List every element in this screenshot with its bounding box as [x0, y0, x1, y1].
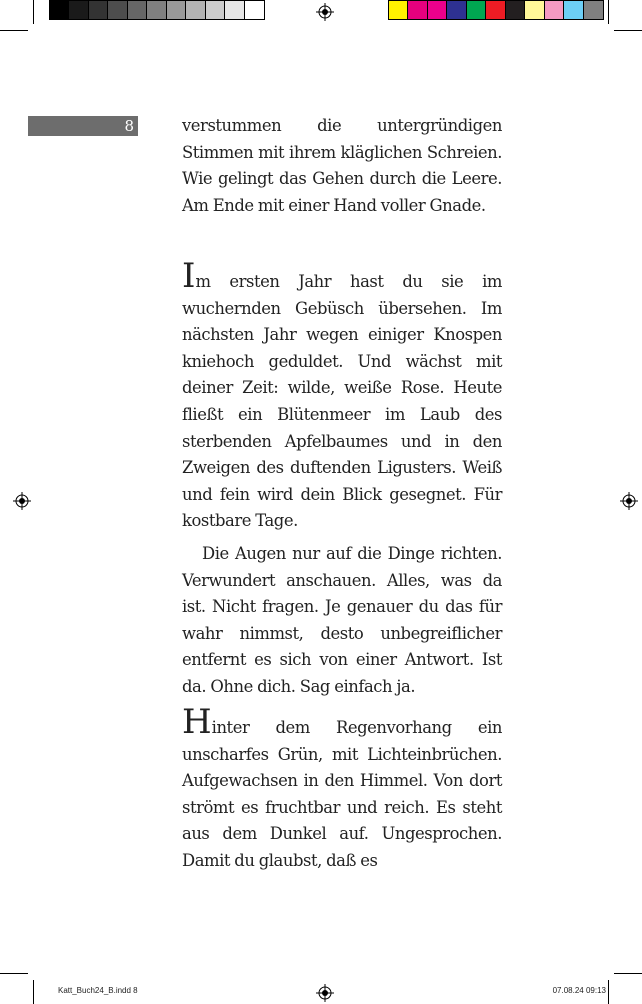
- color-swatch: [225, 1, 244, 19]
- crop-mark: [33, 980, 34, 1004]
- color-swatch: [564, 1, 583, 19]
- page-number-bar: [28, 116, 138, 136]
- registration-mark-icon: [316, 3, 334, 21]
- color-swatch: [89, 1, 108, 19]
- paragraph-text: inter dem Regenvorhang ein unscharfes Grün, mit Lichteinbrüchen. Aufgewachsen in den Himmel. Von dort strömt es fruchtbar und reich. Es steht aus dem Dunkel auf. Ungesprochen. Damit du glaubst, daß es: [182, 718, 502, 870]
- crop-mark: [33, 0, 34, 24]
- color-swatch: [206, 1, 225, 19]
- text-block-section-2: [182, 256, 502, 701]
- color-swatch: [584, 1, 603, 19]
- slug-timestamp: 07.08.24 09:13: [552, 986, 606, 995]
- color-swatch: [408, 1, 427, 19]
- color-swatch: [50, 1, 69, 19]
- paragraph: verstummen die untergründigen Stimmen mit ihrem kläglichen Schreien. Wie gelingt das Gehen durch die Leere. Am Ende mit einer Hand voller Gnade.: [182, 116, 502, 215]
- registration-mark-icon: [620, 492, 638, 510]
- color-swatch: [147, 1, 166, 19]
- paragraph: Die Augen nur auf die Dinge richten. Verwundert anschauen. Alles, was da ist. Nicht fragen. Je genauer du das für wahr nimmst, desto unbegreiflicher entfernt es sich von einer Antwort. Ist da. Ohne dich. Sag einfach ja.: [182, 543, 502, 696]
- color-swatch: [486, 1, 505, 19]
- process-color-bar: [388, 0, 604, 20]
- color-swatch: [467, 1, 486, 19]
- color-swatch: [108, 1, 127, 19]
- crop-mark: [614, 30, 642, 31]
- text-block-continued: [182, 113, 502, 219]
- crop-mark: [608, 0, 609, 24]
- color-swatch: [186, 1, 205, 19]
- paragraph: [182, 256, 502, 535]
- crop-mark: [0, 30, 28, 31]
- text-block-section-3: [182, 702, 502, 875]
- registration-mark-icon: [13, 492, 31, 510]
- color-swatch: [245, 1, 264, 19]
- color-swatch: [506, 1, 525, 19]
- registration-mark-icon: [316, 984, 334, 1002]
- color-swatch: [69, 1, 88, 19]
- initial-letter: I: [182, 256, 196, 296]
- paragraph-text: m ersten Jahr hast du sie im wuchernden Gebüsch übersehen. Im nächsten Jahr wegen einiger Knospen kniehoch geduldet. Und wächst mit deiner Zeit: wilde, weiße Rose. Heute fließt ein Blütenmeer im Laub des sterbenden Apfelbaumes und in den Zweigen des duftenden Ligusters. Weiß und fein wird dein Blick gesegnet. Für kostbare Tage.: [182, 272, 502, 531]
- slug-filename: Katt_Buch24_B.indd 8: [58, 986, 138, 995]
- color-swatch: [389, 1, 408, 19]
- color-swatch: [128, 1, 147, 19]
- crop-mark: [0, 973, 28, 974]
- color-swatch: [428, 1, 447, 19]
- page-number: 8: [124, 117, 134, 135]
- color-swatch: [167, 1, 186, 19]
- color-swatch: [447, 1, 466, 19]
- crop-mark: [608, 980, 609, 1004]
- paragraph: [182, 702, 502, 875]
- initial-letter: H: [182, 702, 212, 742]
- crop-mark: [614, 973, 642, 974]
- grayscale-color-bar: [49, 0, 265, 20]
- color-swatch: [525, 1, 544, 19]
- color-swatch: [545, 1, 564, 19]
